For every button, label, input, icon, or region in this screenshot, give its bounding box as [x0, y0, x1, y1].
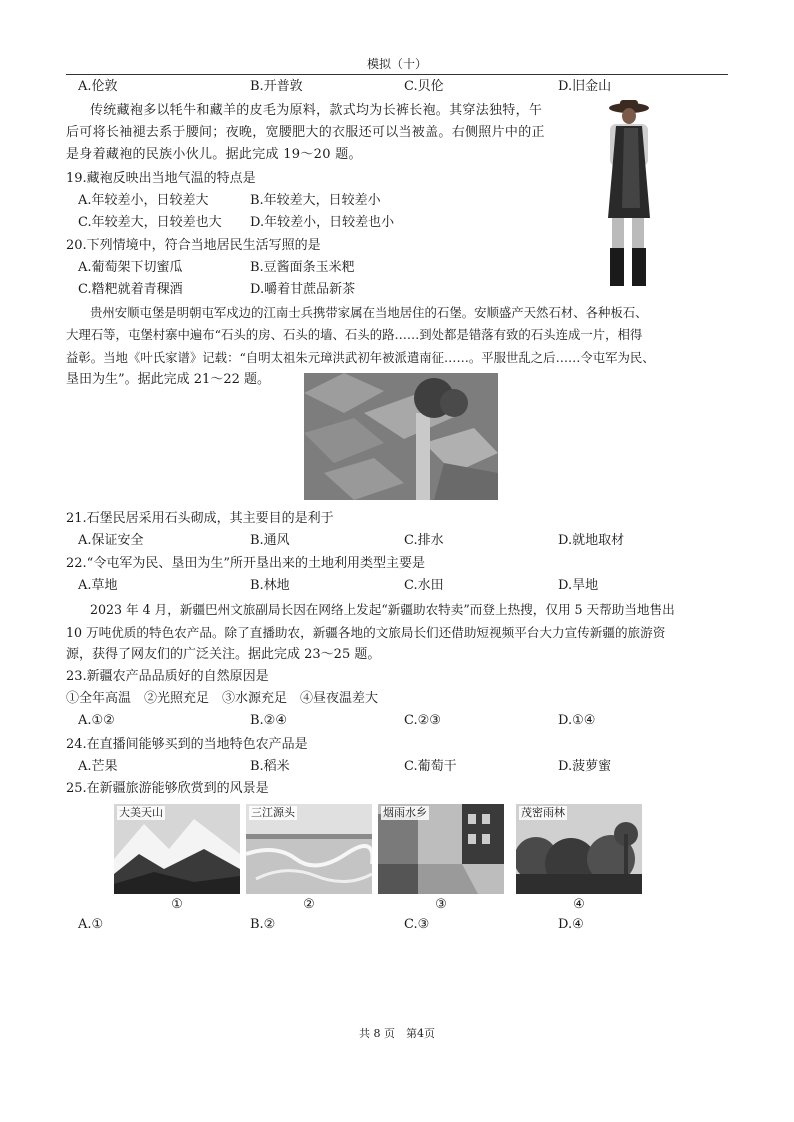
q22-option-d: D.旱地 [558, 578, 599, 593]
q21-stem: 21.石堡民居采用石头砌成，其主要目的是利于 [66, 511, 334, 526]
scene-photo-rainforest [516, 804, 642, 894]
passage2-line: 大理石等，屯堡村寨中遍布“石头的房、石头的墙、石头的路……到处都是错落有致的石头连成一片，相得 [66, 327, 643, 342]
q23-option-d: D.①④ [558, 713, 596, 728]
passage2-line: 贵州安顺屯堡是明朝屯军戍边的江南士兵携带家属在当地居住的石堡。安顺盛产天然石材、各种板石、 [90, 305, 648, 320]
passage1-line: 是身着藏袍的民族小伙儿。据此完成 19～20 题。 [66, 147, 362, 162]
q20-option-d: D.嚼着甘蔗品新茶 [250, 282, 356, 297]
q18-option-d: D.旧金山 [558, 79, 612, 94]
q19-option-c: C.年较差大，日较差也大 [78, 215, 222, 230]
passage3-line: 源，获得了网友们的广泛关注。据此完成 23～25 题。 [66, 647, 381, 662]
q20-stem: 20.下列情境中，符合当地居民生活写照的是 [66, 238, 321, 253]
q22-option-c: C.水田 [404, 578, 444, 593]
page-footer: 共 8 页 第4页 [359, 1027, 435, 1040]
q19-option-b: B.年较差大，日较差小 [250, 193, 381, 208]
scene-number: ② [303, 897, 315, 912]
q24-option-b: B.稻米 [250, 759, 290, 774]
q21-option-b: B.通风 [250, 533, 290, 548]
q23-option-c: C.②③ [404, 713, 441, 728]
scene-label: 烟雨水乡 [383, 806, 427, 819]
q18-option-c: C.贝伦 [404, 79, 444, 94]
scene-number: ① [171, 897, 183, 912]
q19-option-a: A.年较差小，日较差大 [78, 193, 209, 208]
passage1-line: 后可将长袖褪去系于腰间；夜晚，宽腰肥大的衣服还可以当被盖。右侧照片中的正 [66, 125, 545, 140]
scene-photo-water-town [378, 804, 504, 894]
q20-option-b: B.豆酱面条玉米粑 [250, 260, 355, 275]
q24-stem: 24.在直播间能够买到的当地特色农产品是 [66, 737, 308, 752]
q21-option-a: A.保证安全 [78, 533, 144, 548]
scene-number: ④ [573, 897, 585, 912]
q24-option-a: A.芒果 [78, 759, 118, 774]
page-header: 模拟（十） [66, 54, 728, 75]
q18-option-a: A.伦敦 [78, 79, 118, 94]
q22-stem: 22.“令屯军为民、垦田为生”所开垦出来的土地利用类型主要是 [66, 556, 425, 571]
q24-option-d: D.菠萝蜜 [558, 759, 612, 774]
passage3-line: 2023 年 4 月，新疆巴州文旅副局长因在网络上发起“新疆助农特卖”而登上热搜，仅用 5 天帮助当地售出 [90, 602, 675, 617]
passage1-line: 传统藏袍多以牦牛和藏羊的皮毛为原料，款式均为长裤长袍。其穿法独特，午 [90, 103, 543, 118]
passage3-line: 10 万吨优质的特色农产品。除了直播助农，新疆各地的文旅局长们还借助短视频平台大力宣传新疆的旅游资 [66, 625, 666, 640]
q25-option-b: B.② [250, 917, 276, 932]
q23-option-b: B.②④ [250, 713, 287, 728]
q24-option-c: C.葡萄干 [404, 759, 457, 774]
q23-stem: 23.新疆农产品品质好的自然原因是 [66, 669, 269, 684]
q22-option-b: B.林地 [250, 578, 290, 593]
scene-label: 大美天山 [119, 806, 163, 819]
q21-option-c: C.排水 [404, 533, 444, 548]
q18-option-b: B.开普敦 [250, 79, 303, 94]
tibetan-robe-photo [598, 98, 658, 290]
stone-village-photo [304, 373, 498, 500]
passage2-line: 益彰。当地《叶氏家谱》记载：“自明太祖朱元璋洪武初年被派遣南征……。平服世乱之后……令屯军为民、 [66, 350, 655, 365]
q19-stem: 19.藏袍反映出当地气温的特点是 [66, 171, 256, 186]
scene-photo-tianshan [114, 804, 240, 894]
scene-photo-sanjiangyuan [246, 804, 372, 894]
scene-label: 三江源头 [251, 806, 295, 819]
q20-option-c: C.糌粑就着青稞酒 [78, 282, 183, 297]
q25-option-d: D.④ [558, 917, 584, 932]
q21-option-d: D.就地取材 [558, 533, 625, 548]
q20-option-a: A.葡萄架下切蜜瓜 [78, 260, 183, 275]
q25-stem: 25.在新疆旅游能够欣赏到的风景是 [66, 781, 269, 796]
q22-option-a: A.草地 [78, 578, 118, 593]
scene-number: ③ [435, 897, 447, 912]
q25-option-a: A.① [78, 917, 104, 932]
passage2-line: 垦田为生”。据此完成 21～22 题。 [66, 372, 270, 387]
q23-option-a: A.①② [78, 713, 115, 728]
q19-option-d: D.年较差小，日较差也小 [250, 215, 395, 230]
q25-option-c: C.③ [404, 917, 430, 932]
q23-items: ①全年高温 ②光照充足 ③水源充足 ④昼夜温差大 [66, 691, 379, 706]
scene-label: 茂密雨林 [521, 806, 565, 819]
